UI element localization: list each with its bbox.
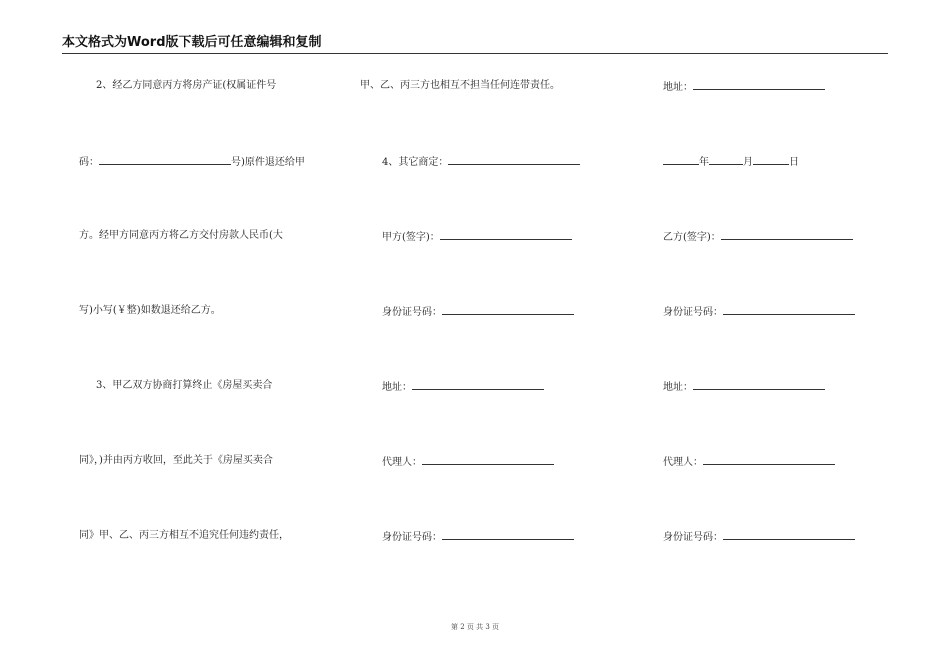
month-label: 月	[743, 157, 753, 168]
party-b-agent-id-blank	[723, 530, 855, 540]
party-b-agent-blank	[703, 455, 835, 465]
col3-line7	[663, 530, 855, 544]
col2-line3	[382, 230, 572, 244]
col2-line7	[382, 530, 574, 544]
year-label: 年	[699, 157, 709, 168]
col3-line5	[663, 380, 825, 394]
other-agreements-label: 4、其它商定：	[382, 157, 449, 168]
col2-line1	[360, 80, 560, 92]
col1-line5	[96, 380, 272, 392]
party-a-signature-blank	[440, 230, 572, 240]
col1-line4-text: 写)小写(￥整)如数退还给乙方。	[79, 305, 221, 316]
month-blank	[709, 155, 743, 165]
day-blank	[753, 155, 789, 165]
col2-line4	[382, 305, 574, 319]
party-b-agent-label: 代理人：	[663, 457, 703, 468]
col1-line6	[79, 455, 273, 467]
party-a-agent-id-blank	[442, 530, 574, 540]
year-blank	[663, 155, 699, 165]
party-b-signature-label: 乙方(签字)：	[663, 232, 721, 243]
party-b-address-blank	[693, 380, 825, 390]
page-footer	[0, 622, 950, 632]
party-b-id-blank	[723, 305, 855, 315]
col1-line7-text: 同》甲、乙、丙三方相互不追究任何违约责任，	[79, 530, 289, 541]
other-agreements-blank	[448, 155, 580, 165]
party-a-agent-label: 代理人：	[382, 457, 422, 468]
party-a-signature-label: 甲方(签字)：	[382, 232, 440, 243]
col1-line2	[79, 155, 305, 169]
col3-line3	[663, 230, 853, 244]
col3-address-label: 地址：	[663, 82, 693, 93]
party-a-agent-id-label: 身份证号码：	[382, 532, 442, 543]
col1-line1	[96, 80, 276, 92]
page-header	[62, 35, 888, 54]
party-b-address-label: 地址：	[663, 382, 693, 393]
header-title: 本文格式为Word版下载后可任意编辑和复制	[62, 35, 322, 50]
col2-line6	[382, 455, 554, 469]
col3-address-blank	[693, 80, 825, 90]
col3-line6	[663, 455, 835, 469]
col1-line5-text: 3、甲乙双方协商打算终止《房屋买卖合	[96, 380, 273, 391]
col3-line1	[663, 80, 825, 94]
col1-line2-suffix: 号)原件退还给甲	[231, 157, 305, 168]
col3-line4	[663, 305, 855, 319]
party-a-id-label: 身份证号码：	[382, 307, 442, 318]
col1-line2-prefix: 码：	[79, 157, 99, 168]
col1-line3-text: 方。经甲方同意丙方将乙方交付房款人民币(大	[79, 230, 283, 241]
party-a-id-blank	[442, 305, 574, 315]
party-a-address-label: 地址：	[382, 382, 412, 393]
col1-line6-text: 同》，)并由丙方收回，至此关于《房屋买卖合	[79, 455, 273, 466]
col1-line3	[79, 230, 283, 242]
col1-line7	[79, 530, 289, 542]
party-b-signature-blank	[721, 230, 853, 240]
col1-line1-text: 2、经乙方同意丙方将房产证(权属证件号	[96, 80, 277, 91]
party-a-address-blank	[412, 380, 544, 390]
col2-line1-text: 甲、乙、丙三方也相互不担当任何连带责任。	[360, 80, 560, 91]
party-a-agent-blank	[422, 455, 554, 465]
col2-line5	[382, 380, 544, 394]
page-number: 第 2 页 共 3 页	[450, 623, 500, 631]
certificate-number-blank	[99, 155, 231, 165]
col2-line2	[382, 155, 580, 169]
party-b-id-label: 身份证号码：	[663, 307, 723, 318]
col1-line4	[79, 305, 221, 317]
day-label: 日	[789, 157, 799, 168]
col3-line2	[663, 155, 799, 169]
party-b-agent-id-label: 身份证号码：	[663, 532, 723, 543]
